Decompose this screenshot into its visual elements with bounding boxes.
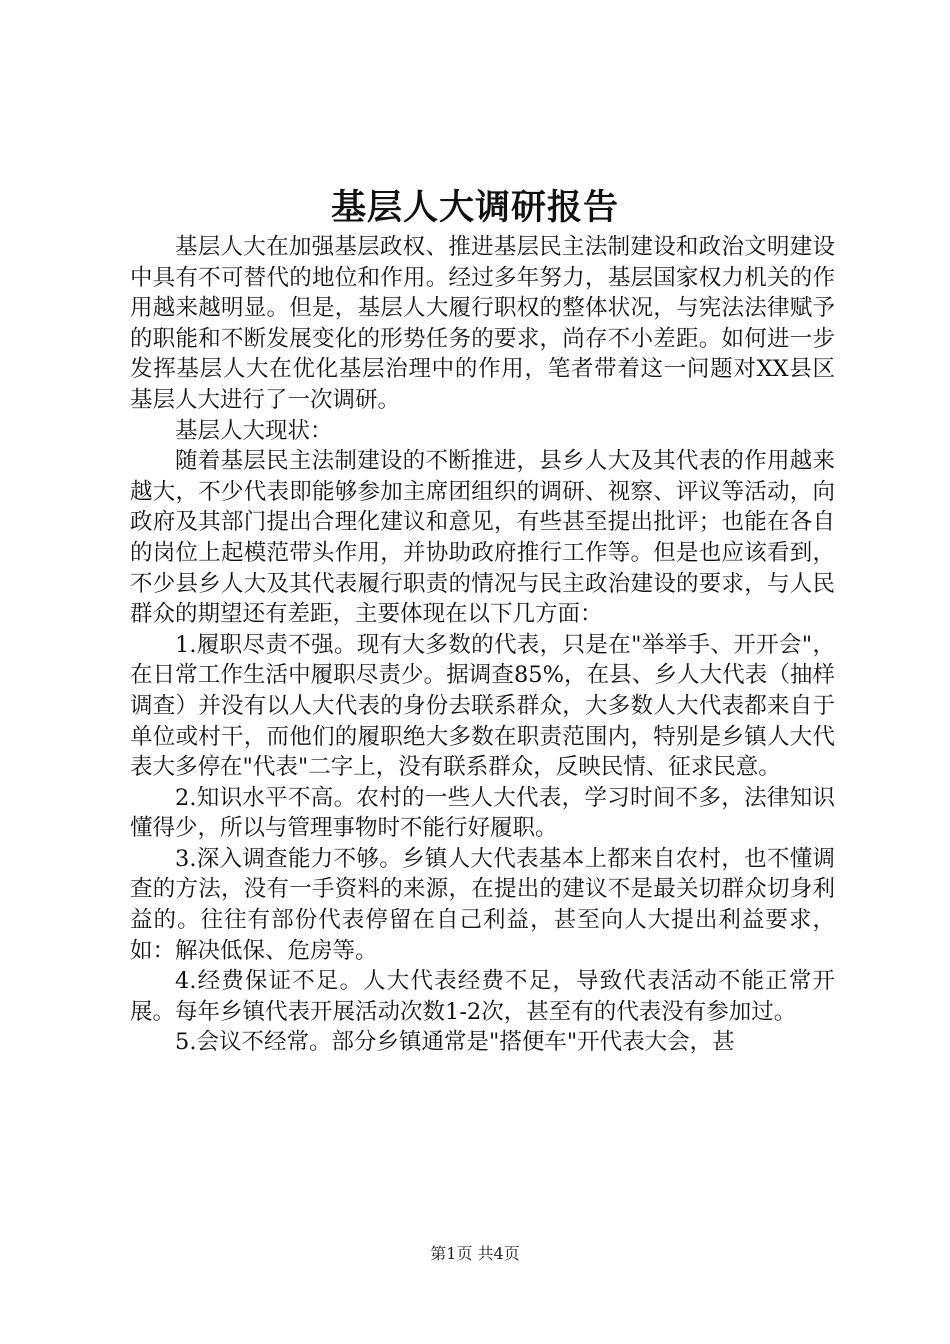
document-body [130, 232, 835, 1058]
paragraph-intro: 基层人大在加强基层政权、推进基层民主法制建设和政治文明建设中具有不可替代的地位和作用。经过多年努力，基层国家权力机关的作用越来越明显。但是，基层人大履行职权的整体状况，与宪法法律赋予的职能和不断发展变化的形势任务的要求，尚存不小差距。如何进一步发挥基层人大在优化基层治理中的作用，笔者带着这一问题对XX县区基层人大进行了一次调研。 [130, 234, 835, 413]
paragraph-point-1: 1.履职尽责不强。现有大多数的代表，只是在"举举手、开开会"，在日常工作生活中履职尽责少。据调查85%，在县、乡人大代表（抽样调查）并没有以人大代表的身份去联系群众，大多数人大代表都来自于单位或村干，而他们的履职绝大多数在职责范围内，特别是乡镇人大代表大多停在"代表"二字上，没有联系群众，反映民情、征求民意。 [130, 631, 835, 781]
paragraph-point-2: 2.知识水平不高。农村的一些人大代表，学习时间不多，法律知识懂得少，所以与管理事物时不能行好履职。 [130, 784, 835, 842]
paragraph-point-4: 4.经费保证不足。人大代表经费不足，导致代表活动不能正常开展。每年乡镇代表开展活动次数1-2次，甚至有的代表没有参加过。 [130, 968, 835, 1025]
paragraph-point-5: 5.会议不经常。部分乡镇通常是"搭便车"开代表大会，甚 [175, 1029, 735, 1056]
paragraph-status-heading: 基层人大现状： [175, 417, 333, 444]
paragraph-status: 随着基层民主法制建设的不断推进，县乡人大及其代表的作用越来越大，不少代表即能够参加主席团组织的调研、视察、评议等活动，向政府及其部门提出合理化建议和意见，有些甚至提出批评；也能在各自的岗位上起模范带头作用，并协助政府推行工作等。但是也应该看到，不少县乡人大及其代表履行职责的情况与民主政治建设的要求，与人民群众的期望还有差距，主要体现在以下几方面： [130, 448, 835, 628]
page-number: 第1页 共4页 [430, 1244, 520, 1263]
paragraph-point-3: 3.深入调查能力不够。乡镇人大代表基本上都来自农村，也不懂调查的方法，没有一手资料的来源，在提出的建议不是最关切群众切身利益的。往往有部份代表停留在自己利益，甚至向人大提出利益要求，如：解决低保、危房等。 [130, 845, 835, 964]
document-title: 基层人大调研报告 [330, 187, 619, 228]
